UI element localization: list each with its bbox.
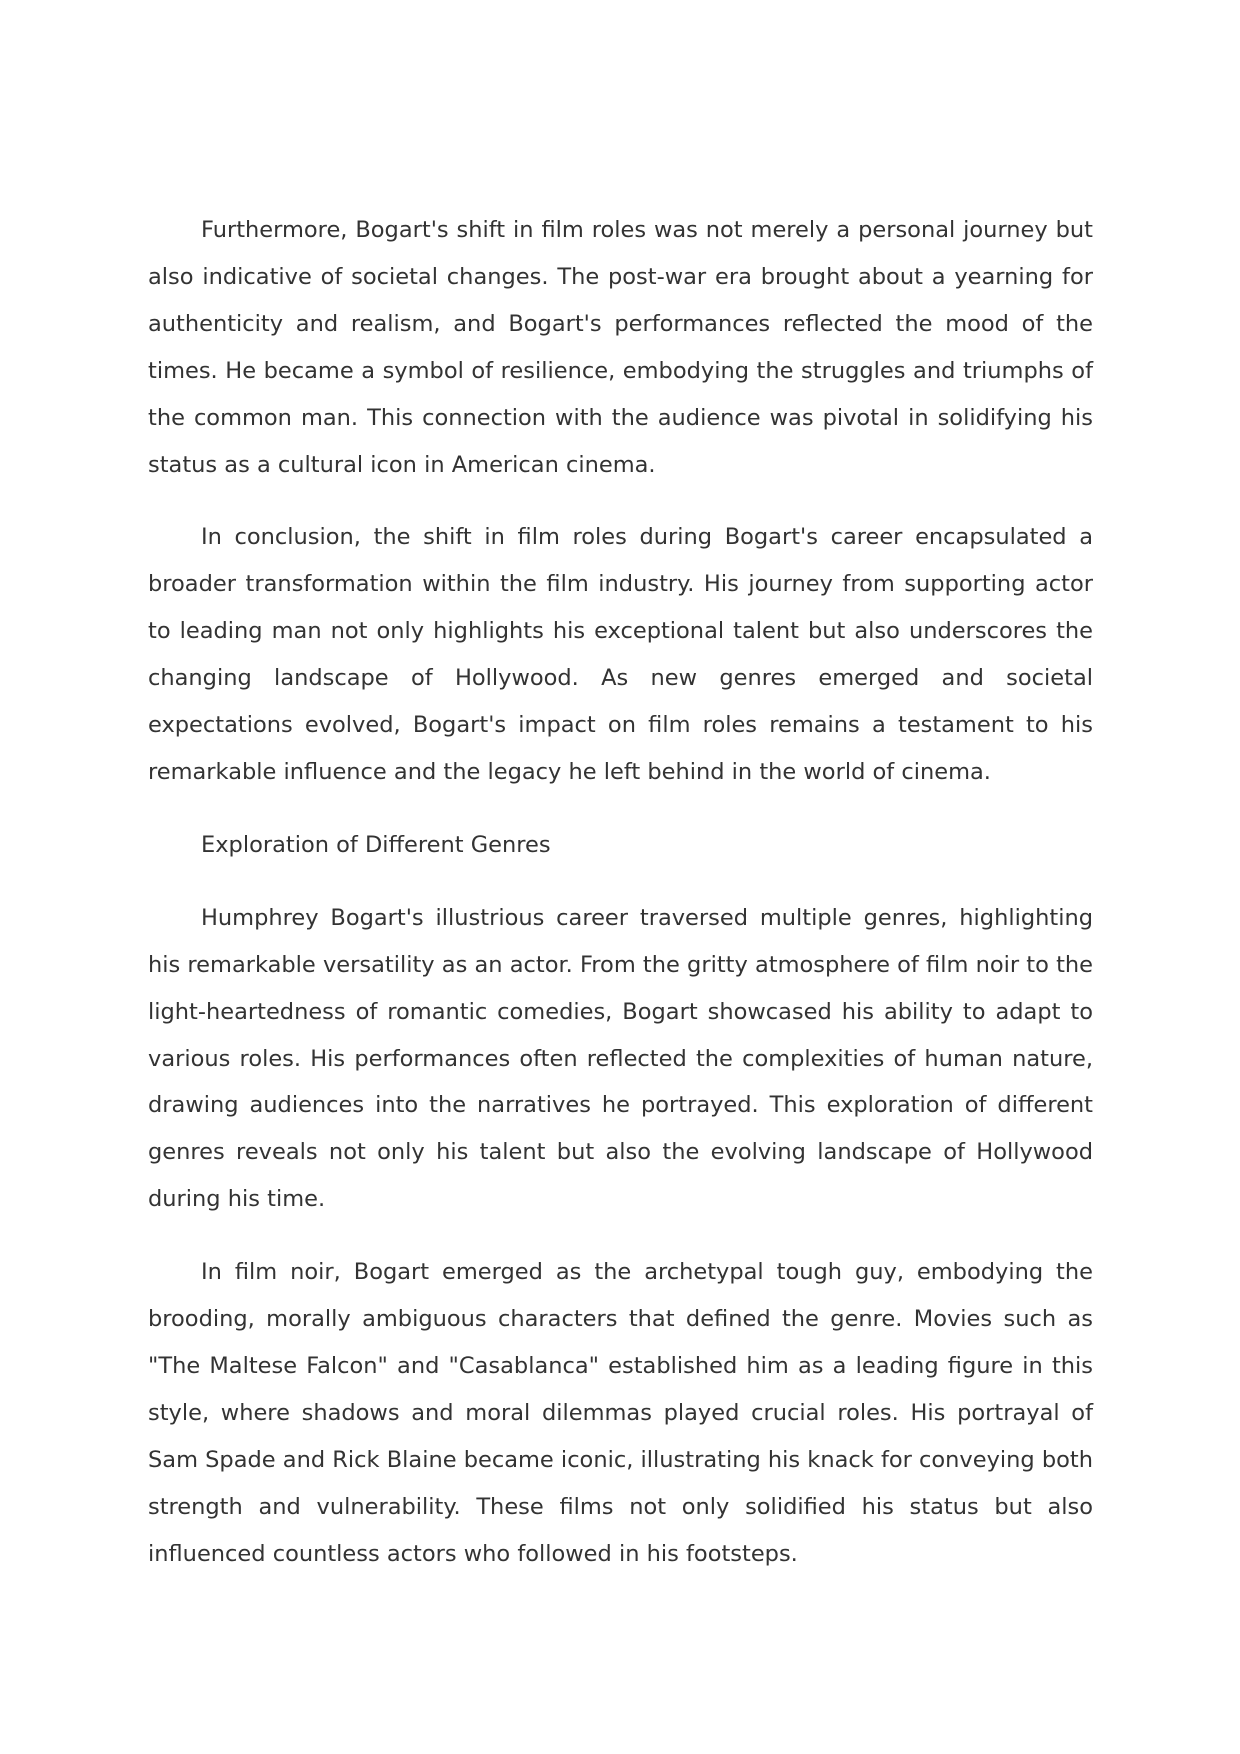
paragraph-genres-intro: Humphrey Bogart's illustrious career traversed multiple genres, highlighting his remarkable versatility as an actor. From the gritty atmosphere of film noir to the light-heartedness of romantic comedies, Bogart showcased his ability to adapt to various roles. His performances often reflected the complexities of human nature, drawing audiences into the narratives he portrayed. This exploration of different genres reveals not only his talent but also the evolving landscape of Hollywood during his time. — [148, 904, 1093, 1213]
document-body — [148, 207, 1093, 1603]
paragraph-conclusion: In conclusion, the shift in film roles during Bogart's career encapsulated a broader transformation within the film industry. His journey from supporting actor to leading man not only highlights his exceptional talent but also underscores the changing landscape of Hollywood. As new genres emerged and societal expectations evolved, Bogart's impact on film roles remains a testament to his remarkable influence and the legacy he left behind in the world of cinema. — [148, 524, 1093, 785]
section-heading: Exploration of Different Genres — [201, 831, 551, 858]
paragraph-film-noir: In film noir, Bogart emerged as the archetypal tough guy, embodying the brooding, morally ambiguous characters that defined the genre. Movies such as "The Maltese Falcon" and "Casablanca" established him as a leading figure in this style, where shadows and moral dilemmas played crucial roles. His portrayal of Sam Spade and Rick Blaine became iconic, illustrating his knack for conveying both strength and vulnerability. These films not only solidified his status but also influenced countless actors who followed in his footsteps. — [148, 1259, 1093, 1567]
paragraph-societal-changes: Furthermore, Bogart's shift in film roles was not merely a personal journey but also indicative of societal changes. The post-war era brought about a yearning for authenticity and realism, and Bogart's performances reflected the mood of the times. He became a symbol of resilience, embodying the struggles and triumphs of the common man. This connection with the audience was pivotal in solidifying his status as a cultural icon in American cinema. — [148, 217, 1093, 478]
